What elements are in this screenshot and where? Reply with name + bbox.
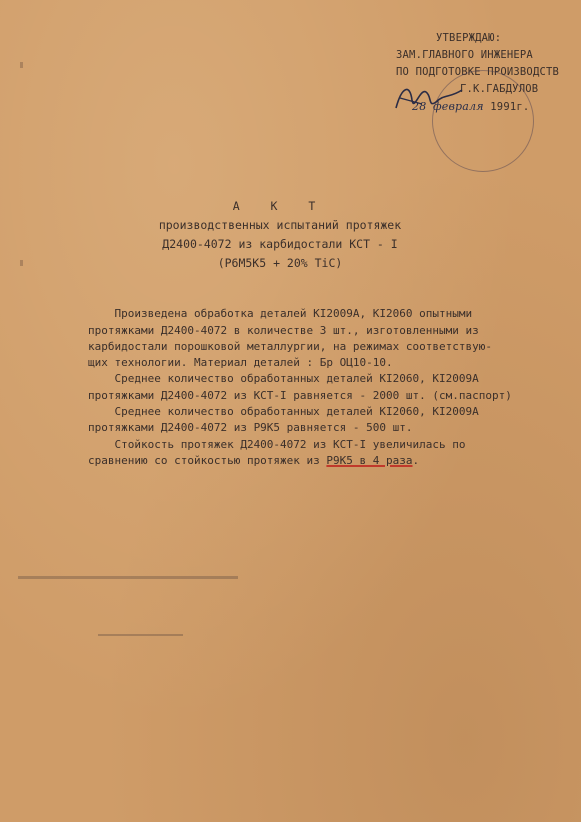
- approver-name: Г.К.ГАБДУЛОВ: [460, 83, 539, 95]
- date-year: 1991г.: [490, 101, 530, 113]
- binding-hole: [20, 62, 23, 68]
- body-line: протяжками Д2400-4072 в количестве 3 шт., изготовленными из: [88, 323, 479, 337]
- scan-artifact: [18, 576, 238, 579]
- date-day: 28: [412, 100, 427, 113]
- body-line: протяжками Д2400-4072 из Р9К5 равняется - 500 шт.: [88, 421, 413, 435]
- binding-hole: [20, 260, 23, 266]
- approval-position: ЗАМ.ГЛАВНОГО ИНЖЕНЕРА: [396, 49, 533, 61]
- approval-position-cont: ПО ПОДГОТОВКЕ ПРОИЗВОДСТВ: [396, 66, 560, 78]
- body-line: протяжками Д2400-4072 из КСТ-I равняется - 2000 шт. (см.паспорт): [88, 388, 512, 402]
- document-title: [120, 197, 440, 273]
- approval-heading: УТВЕРЖДАЮ:: [436, 32, 502, 44]
- body-line: [88, 453, 558, 469]
- title-line: производственных испытаний протяжек: [158, 218, 402, 232]
- body-text-part: .: [412, 453, 420, 467]
- body-line: Произведена обработка деталей КI2009А, КI2060 опытными: [88, 307, 473, 321]
- title-line: Д2400-4072 из карбидостали КСТ - I: [162, 237, 398, 251]
- title-akt: А К Т: [232, 199, 328, 213]
- title-line: (Р6М5К5 + 20% TiC): [217, 256, 343, 270]
- body-line: Среднее количество обработанных деталей КI2060, КI2009А: [88, 405, 479, 419]
- body-line: Среднее количество обработанных деталей КI2060, КI2009А: [88, 372, 479, 386]
- body-line: Стойкость протяжек Д2400-4072 из КСТ-I увеличилась по: [88, 437, 466, 451]
- scan-artifact: [98, 634, 183, 636]
- body-line: карбидостали порошковой металлургии, на режимах соответствую-: [88, 339, 492, 353]
- document-body: [88, 290, 558, 502]
- body-line: щих технологии. Материал деталей : Бр ОЦ10-10.: [88, 356, 393, 370]
- body-text-part: сравнению со стойкостью протяжек из: [88, 453, 327, 467]
- underlined-result: Р9К5 в 4 раза: [326, 453, 413, 467]
- date-month: февраля: [432, 100, 484, 113]
- signature-image: [392, 78, 464, 118]
